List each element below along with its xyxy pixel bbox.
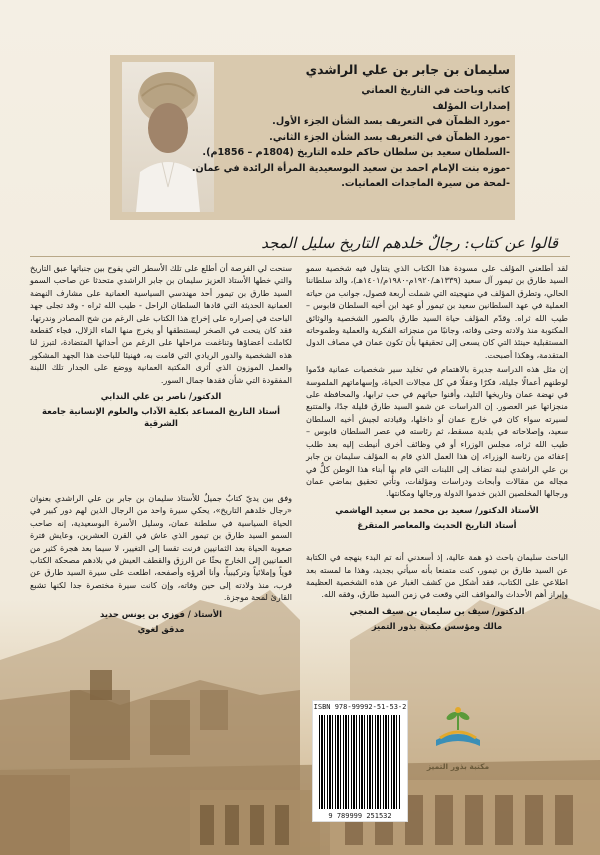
publication-item: -مورد الظمآن في التعريف بسد الشأن الجزء الأول. <box>272 116 510 127</box>
author-name: سليمان بن جابر بن علي الراشدي <box>305 62 510 77</box>
publisher-name: مكتبة بذور التميز <box>426 762 490 771</box>
author-role: كاتب وباحث في التاريخ العماني <box>361 85 510 96</box>
testimonial-text: إن مثل هذه الدراسة جديرة بالاهتمام في تخليد سير شخصيات عمانية قدّموا لوطنهم أعمالًا جليلة، فكرًا وعقلًا في كل مجالات الحياة، وإسهاماتهم الملموسة في نهضة عمان وتاريخها التليد، وأفنوا حياتهم في حب ترابها، والمحافظة على منجزاتها عبر العصور. إن الدراسات عن شمو السيد طارق قليلة جدًا، والمتتبع لسيرته سواء كان في خارج عمان أو داخلها، وقيادته لجيش أخيه السلطان سعيد، وإصلاحاته في بلدية مسقط، ثم رئاسته في عصر السلطان قابوس – طيب الله ثراه، مجلس الوزراء أو في وظائف أخرى أنيطت إليه بعد طلب إعفائه من رئاسة الوزراء، إن هذا العمل الذي قام به المؤلف سليمان بن جابر بن علي الراشدي لبنة تضاف إلى اللبنات التي قام بها أبناء هذا الوطن كلٌّ في مجاله من مقالات وأبحاث ودراسات ومؤلفات، وتأتي تحقيق بماضي عمان ورجالها المخلصين الذين خدموا الدولة ورجالها ومكانتها. <box>306 364 568 499</box>
publication-item: -السلطان سعيد بن سلطان حاكم خلده التاريخ (1804م – 1856م). <box>202 147 510 158</box>
testimonial-signature: الدكتور/ ناصر بن علي الندابي <box>100 391 222 402</box>
testimonials-right-column <box>306 262 568 640</box>
testimonial-text: سنحت لي الفرصة أن أطلع على تلك الأسطر التي يفوح بين جنباتها عبق التاريخ والتي خطها الأستاذ العزيز سليمان بن جابر الراشدي متحدثا عن صاحب السمو السيد طارق بن تيمور أحد مهندسي السياسية العمانية على مشارف النهضة العمانية الحديثة التي قادها السلطان الراحل - طيب الله ثراه - وقد تجلى جهد الباحث في إصراره على إخراج هذا الكتاب على الرغم من شح المصادر وندرتها، فقد كان ينحت في الصخر ليستنطقها أو يخرج منها الماء الزلال، فجاء كقطعة لكاملت أعضاؤها وتناغمت مراحلها على الرغم من أحداثها المتضادة، لتبرز لنا هذه الشخصية والدور الريادي التي قامت به، فهنيئا للباحث هذا الجهد المشكور والعمل الموزون الذي أثرى المكتبة العمانية ووضع على الجدار تلك اللبنة المفقودة التي شأن فقدها جمال السور. <box>30 263 292 385</box>
isbn-barcode <box>312 700 408 822</box>
testimonial-text: لقد أطلعني المؤلف على مسودة هذا الكتاب الذي يتناول فيه شخصية سمو السيد طارق بن تيمور آل سعيد (١٣٣٩هـ/١٩٢٠م-١٩٨٠م/١٤٠١هـ)، والد سلطاننا الحالي، وتطرق المؤلف في منهجيته التي شملت أربعة فصول، جوانب من حياته العملية في عهد السلطانين سعيد بن تيمور أو عهد ابن أخيه السلطان قابوس – طيب الله ثراه. وقدّم المؤلف حياة السيد طارق بالصور الشخصية والوثائق المكتوبة منذ ولادته وحتى وفاته، وجانبًا من منجزاته الفكرية والعملية وطموحاته المستقبلية حينئذ التي كان يسعى إلى تحقيقها بأن تكون عمان في مصاف الدول المتقدمة، وهكذا أصبحت. <box>306 263 569 360</box>
author-details <box>191 62 510 192</box>
divider <box>30 256 570 257</box>
publication-item: -مورد الظمآن في التعريف بسد الشأن الجزء الثاني. <box>269 131 510 143</box>
testimonial-signature-title: مالك ومؤسس مكتبة بذور التميز <box>371 620 503 631</box>
publication-item: -لمحة من سيرة الماجدات العمانيات. <box>341 178 510 189</box>
testimonial-signature: الأستاذ الدكتور/ سعيد بن محمد بن سعيد الهاشمي <box>335 504 539 515</box>
testimonial-signature-title: أستاذ التاريخ المساعد بكلية الآداب والعلوم الإنسانية جامعة الشرقية <box>42 406 280 429</box>
testimonials-left-column <box>30 262 292 643</box>
publication-item: -موزه بنت الإمام احمد بن سعيد البوسعيدية المرأة الرائدة في عمان. <box>191 162 510 174</box>
testimonial-signature-title: مدقق لغوي <box>137 623 185 634</box>
barcode-icon <box>319 715 401 809</box>
testimonial-signature: الأستاذ / فوزي بن يونس حديد <box>100 608 222 619</box>
testimonial-signature-title: أستاذ التاريخ الحديث والمعاصر المتقرغ <box>357 519 517 530</box>
testimonial-signature: الدكتور/ سيف بن سليمان بن سيف المنجي <box>349 605 525 616</box>
publisher-logo-icon <box>428 700 488 760</box>
testimonials-title: قالوا عن كتاب: رجالٌ خلدهم التاريخ سليل المجد <box>261 234 558 252</box>
testimonial-text: الباحث سليمان باحث ذو همة عالية، إذ أسعدني أنه تم البدء بنهجه في الكتابة عن السيد طارق بن تيمور، كنت متمنعا بأنه سيأتي بجديد، وهذا ما لمسته بعد اطلاعي على الكتاب، فقد أشكل من كشف الغبار عن هذه الشخصية العظيمة وإبراز أهم الأحداث والمواقف التي وقعت في زمن السيد طارق، وفقه الله. <box>306 552 568 600</box>
author-portrait <box>122 62 214 212</box>
barcode-number: 9 789999 251532 <box>313 812 407 820</box>
isbn-label: ISBN 978-99992-51-53-2 <box>313 703 407 711</box>
testimonial-text: وفق بين يديّ كتابٌ جميلٌ للأستاذ سليمان بن جابر بن علي الراشدي بعنوان «رجال خلدهم التاريخ»، يحكي سيرة واحد من الرجال الذين لهم دور كبير في الحياة السياسية في سلطنة عمان، وسليل الأسرة البوسعيدية، إنه صاحب السمو السيد طارق بن تيمور الذي عاش في القرن العشرين، وعايش فترة صعوبة الحياة بعد الثمانيين فرنت تقسا إلى التغيير، لا سيما بعد هجرة كثير من العمانيين إلى الخارج بحثًا عن الرزق والقطف العيش في بلادهم مصحكة الكتاب قوياً وإملائياً وتركيبياً، وأنا أقرؤه وأصفحه، اطلعت على سيرة السيد طارق عن قرب، منذ ولادته إلى حين وفاته، وإن كانت سيرة مختصرة جدا لكنها تشبع القارئ لمحة موجزة. <box>30 492 292 603</box>
publications-heading: إصدارات المؤلف <box>432 100 510 112</box>
